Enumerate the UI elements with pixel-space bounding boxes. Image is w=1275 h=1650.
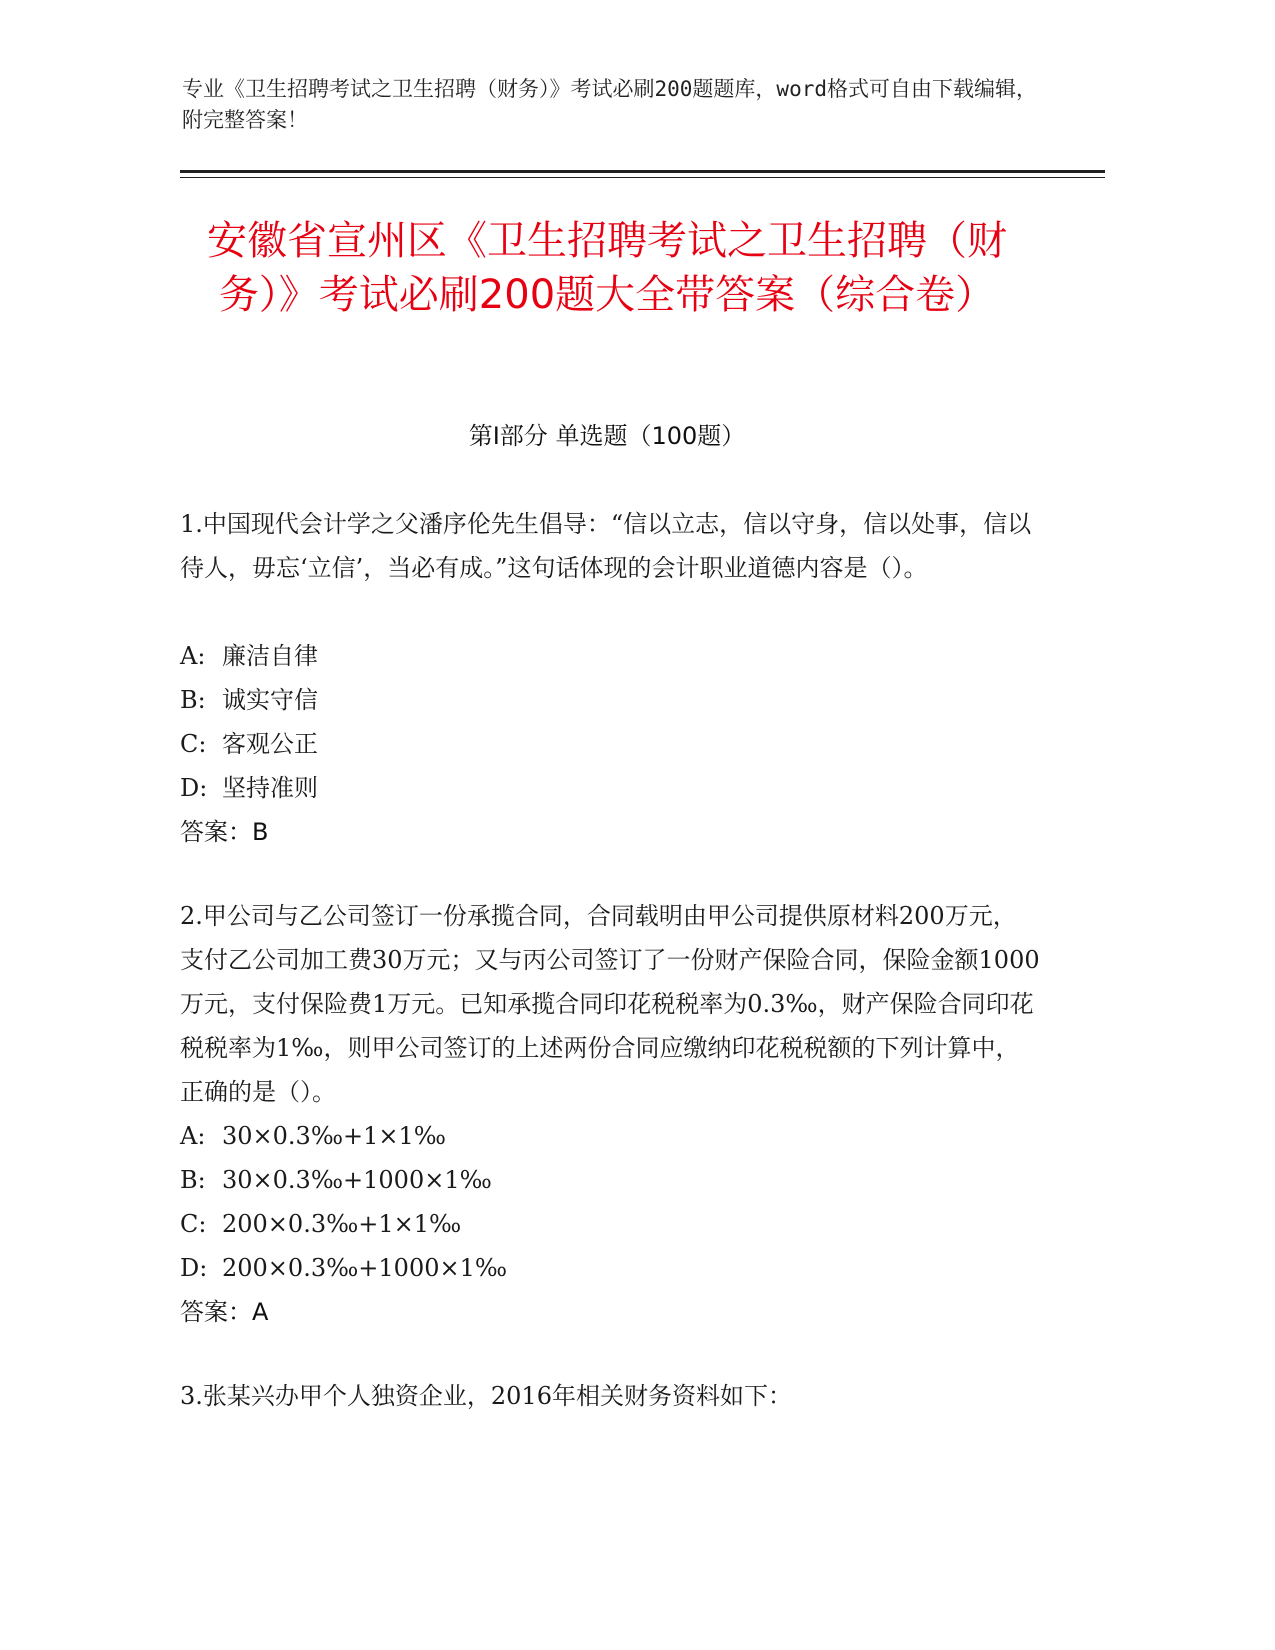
question-2-text: 2.甲公司与乙公司签订一份承揽合同，合同载明由甲公司提供原材料200万元，支付乙公司加工费30万元；又与丙公司签订了一份财产保险合同，保险金额1000万元，支付保险费1万元。已知承揽合同印花税税率为0.3‰，财产保险合同印花税税率为1‰，则甲公司签订的上述两份合同应缴纳印花税税额的下列计算中，正确的是（）。 [180,902,1040,1106]
question-1-text: 1.中国现代会计学之父潘序伦先生倡导：“信以立志，信以守身，信以处事，信以待人，毋忘‘立信’，当必有成。”这句话体现的会计职业道德内容是（）。 [180,510,1032,582]
header-note: 专业《卫生招聘考试之卫生招聘（财务）》考试必刷200题题库，word格式可自由下载编辑，附完整答案！ [182,77,1037,132]
option-letter: D: [180,774,208,802]
question-3-text: 3.张某兴办甲个人独资企业，2016年相关财务资料如下： [180,1382,792,1410]
question-2-option-a [180,1114,1040,1158]
header-rule-thick [180,170,1105,173]
question-1-option-d [180,766,1040,810]
option-text: 客观公正 [222,730,318,758]
option-text: 30×0.3‰+1000×1‰ [222,1166,492,1194]
question-2-answer: 答案：A [180,1298,269,1326]
option-text: 200×0.3‰+1000×1‰ [222,1254,508,1282]
option-letter: A: [180,1122,206,1150]
option-letter: B: [180,686,206,714]
option-text: 200×0.3‰+1×1‰ [222,1210,462,1238]
question-1-option-c [180,722,1040,766]
question-1-option-b [180,678,1040,722]
option-letter: D: [180,1254,208,1282]
option-text: 廉洁自律 [222,642,318,670]
option-letter: C: [180,730,207,758]
option-text: 诚实守信 [222,686,318,714]
option-text: 30×0.3‰+1×1‰ [222,1122,446,1150]
option-text: 坚持准则 [222,774,318,802]
section-title: 第I部分 单选题（100题） [468,422,746,450]
document-title: 安徽省宣州区《卫生招聘考试之卫生招聘（财务）》考试必刷200题大全带答案（综合卷） [207,218,1007,318]
question-2-option-d [180,1246,1040,1290]
option-letter: A: [180,642,206,670]
question-2-option-c [180,1202,1040,1246]
option-letter: B: [180,1166,206,1194]
question-1-answer: 答案：B [180,818,269,846]
question-2-option-b [180,1158,1040,1202]
option-letter: C: [180,1210,207,1238]
question-1-option-a [180,634,1040,678]
header-rule-thin [180,177,1105,178]
